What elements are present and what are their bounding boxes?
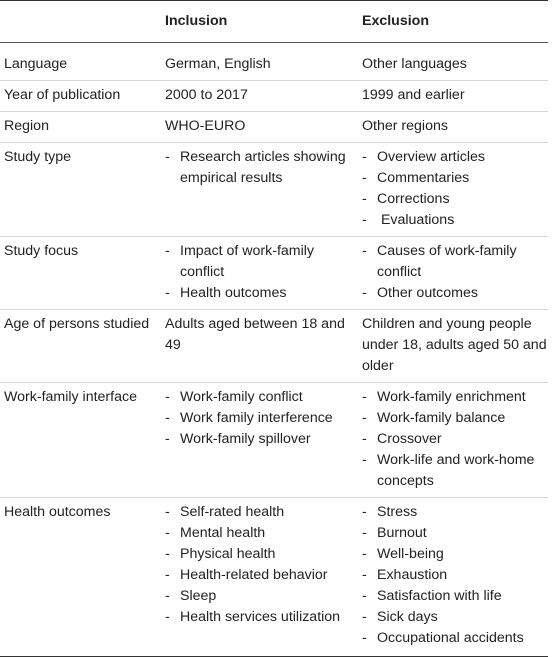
list-item: - Sleep — [165, 586, 358, 607]
table-row-study-focus — [0, 237, 548, 310]
table-row-work-family-interface — [0, 383, 548, 498]
exclusion-cell: Other regions — [358, 112, 548, 143]
row-label: Study focus — [0, 237, 161, 310]
list-item: - Causes of work-family conflict — [362, 241, 548, 283]
list-item: - Crossover — [362, 429, 548, 450]
list-item: - Research articles showing empirical results — [165, 147, 358, 189]
inclusion-list — [165, 147, 358, 189]
header-criterion — [0, 1, 161, 43]
exclusion-cell — [358, 498, 548, 657]
list-item: - Work-life and work-home concepts — [362, 450, 548, 492]
list-item: - Work-family balance — [362, 408, 548, 429]
list-item: - Health services utilization — [165, 607, 358, 628]
list-item: - Evaluations — [362, 210, 548, 231]
list-item: - Stress — [362, 502, 548, 523]
row-label: Region — [0, 112, 161, 143]
exclusion-cell — [358, 237, 548, 310]
row-label: Health outcomes — [0, 498, 161, 657]
list-item: - Burnout — [362, 523, 548, 544]
inclusion-list — [165, 241, 358, 304]
exclusion-list — [362, 387, 548, 492]
inclusion-cell — [161, 498, 358, 657]
list-item: - Self-rated health — [165, 502, 358, 523]
list-item: - Physical health — [165, 544, 358, 565]
list-item: - Health-related behavior — [165, 565, 358, 586]
table-row-region — [0, 112, 548, 143]
exclusion-list — [362, 147, 548, 231]
table-header-row — [0, 1, 548, 43]
list-item: - Satisfaction with life — [362, 586, 548, 607]
row-label: Language — [0, 43, 161, 81]
list-item: - Other outcomes — [362, 283, 548, 304]
table-row-age — [0, 310, 548, 383]
exclusion-cell — [358, 143, 548, 237]
table-row-health-outcomes — [0, 498, 548, 657]
inclusion-cell: 2000 to 2017 — [161, 81, 358, 112]
exclusion-list — [362, 241, 548, 304]
row-label: Study type — [0, 143, 161, 237]
list-item: - Work-family spillover — [165, 429, 358, 450]
inclusion-cell: Adults aged between 18 and 49 — [161, 310, 358, 383]
list-item: - Commentaries — [362, 168, 548, 189]
header-exclusion: Exclusion — [358, 1, 548, 43]
inclusion-cell — [161, 383, 358, 498]
exclusion-cell: Other languages — [358, 43, 548, 81]
inclusion-list — [165, 502, 358, 628]
inclusion-list — [165, 387, 358, 450]
list-item: - Health outcomes — [165, 283, 358, 304]
list-item: - Exhaustion — [362, 565, 548, 586]
inclusion-cell: German, English — [161, 43, 358, 81]
list-item: - Sick days — [362, 607, 548, 628]
list-item: - Occupational accidents — [362, 628, 548, 649]
row-label: Age of persons studied — [0, 310, 161, 383]
list-item: - Impact of work-family conflict — [165, 241, 358, 283]
inclusion-cell: WHO-EURO — [161, 112, 358, 143]
inclusion-cell — [161, 237, 358, 310]
table-row-year — [0, 81, 548, 112]
list-item: - Work-family conflict — [165, 387, 358, 408]
exclusion-cell — [358, 383, 548, 498]
list-item: - Corrections — [362, 189, 548, 210]
list-item: - Work-family enrichment — [362, 387, 548, 408]
list-item: - Work family interference — [165, 408, 358, 429]
exclusion-cell: 1999 and earlier — [358, 81, 548, 112]
list-item: - Mental health — [165, 523, 358, 544]
row-label: Year of publication — [0, 81, 161, 112]
exclusion-cell: Children and young people under 18, adults aged 50 and older — [358, 310, 548, 383]
list-item: - Overview articles — [362, 147, 548, 168]
inclusion-cell — [161, 143, 358, 237]
table-row-study-type — [0, 143, 548, 237]
list-item: - Well-being — [362, 544, 548, 565]
row-label: Work-family interface — [0, 383, 161, 498]
header-inclusion: Inclusion — [161, 1, 358, 43]
table-row-language — [0, 43, 548, 81]
exclusion-list — [362, 502, 548, 649]
